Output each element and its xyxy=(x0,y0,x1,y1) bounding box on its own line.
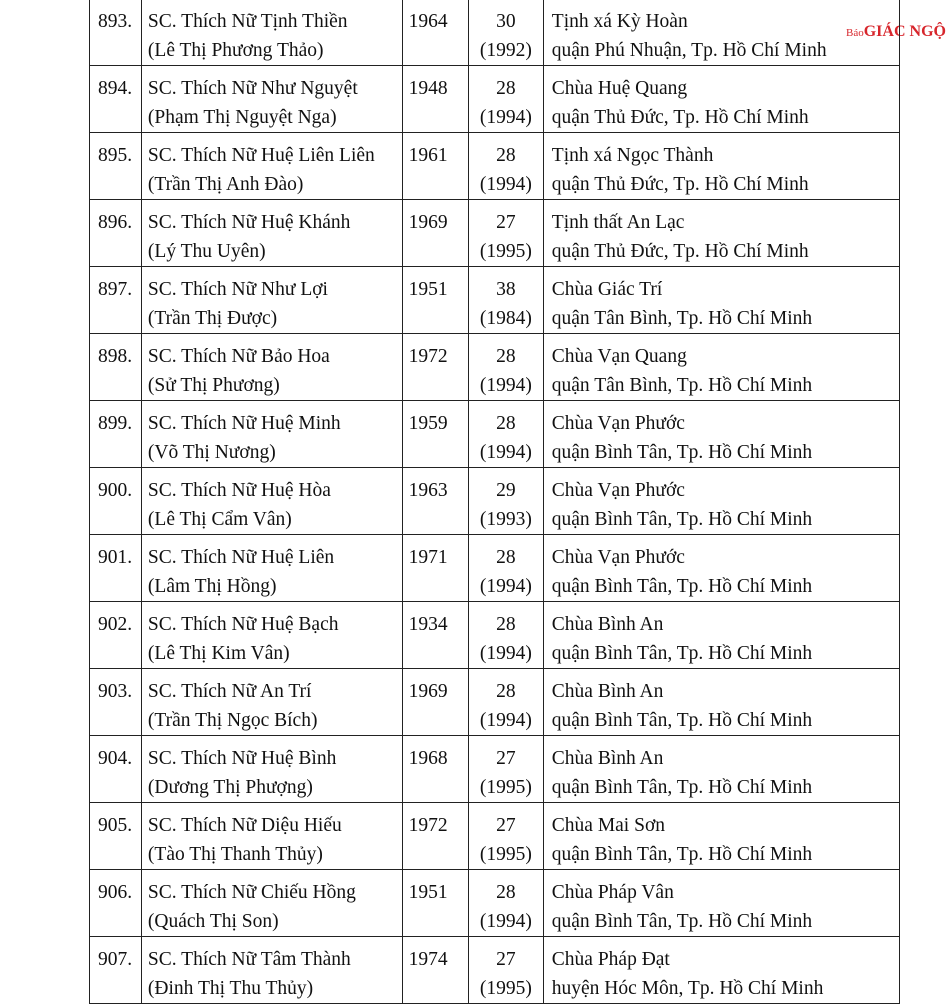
ordination-cell xyxy=(469,401,544,468)
ordination-year: (1994) xyxy=(479,911,532,932)
row-number-cell xyxy=(90,803,142,870)
temple-district: quận Bình Tân, Tp. Hồ Chí Minh xyxy=(551,643,813,664)
table-row xyxy=(90,602,900,669)
table-row xyxy=(90,870,900,937)
ordination-cell xyxy=(469,66,544,133)
ordination-cell xyxy=(469,870,544,937)
temple-cell xyxy=(543,0,899,66)
temple-name: Chùa Pháp Đạt xyxy=(551,949,670,970)
table-row xyxy=(90,736,900,803)
temple-name: Tịnh thất An Lạc xyxy=(551,212,685,233)
ordination-year: (1995) xyxy=(479,844,532,865)
temple-cell xyxy=(543,66,899,133)
monastic-age: 28 xyxy=(496,681,516,702)
birth-year: 1934 xyxy=(408,614,448,635)
temple-name: Chùa Pháp Vân xyxy=(551,882,674,903)
temple-cell xyxy=(543,736,899,803)
row-number: 900. xyxy=(98,480,133,501)
table-row xyxy=(90,66,900,133)
monastic-age: 30 xyxy=(496,11,516,32)
birth-year: 1969 xyxy=(408,681,448,702)
ordination-cell xyxy=(469,803,544,870)
dharma-name: SC. Thích Nữ Diệu Hiếu xyxy=(147,815,342,836)
temple-name: Chùa Bình An xyxy=(551,681,664,702)
temple-district: quận Tân Bình, Tp. Hồ Chí Minh xyxy=(551,375,813,396)
row-number: 906. xyxy=(98,882,133,903)
ordination-cell xyxy=(469,535,544,602)
dharma-name: SC. Thích Nữ Như Lợi xyxy=(147,279,328,300)
monastic-age: 27 xyxy=(496,815,516,836)
temple-district: quận Bình Tân, Tp. Hồ Chí Minh xyxy=(551,442,813,463)
temple-cell xyxy=(543,334,899,401)
ordination-year: (1994) xyxy=(479,375,532,396)
temple-name: Chùa Mai Sơn xyxy=(551,815,666,836)
ordination-year: (1994) xyxy=(479,174,532,195)
monastic-age: 27 xyxy=(496,748,516,769)
row-number-cell xyxy=(90,669,142,736)
monastic-age: 27 xyxy=(496,949,516,970)
dharma-name: SC. Thích Nữ Tâm Thành xyxy=(147,949,351,970)
temple-name: Chùa Vạn Quang xyxy=(551,346,687,367)
temple-district: huyện Hóc Môn, Tp. Hồ Chí Minh xyxy=(551,978,824,999)
secular-name: (Phạm Thị Nguyệt Nga) xyxy=(147,107,337,128)
ordination-cell xyxy=(469,937,544,1004)
birth-year-cell xyxy=(402,870,468,937)
birth-year: 1964 xyxy=(408,11,448,32)
temple-district: quận Bình Tân, Tp. Hồ Chí Minh xyxy=(551,576,813,597)
secular-name: (Trần Thị Ngọc Bích) xyxy=(147,710,318,731)
table-row xyxy=(90,0,900,66)
row-number-cell xyxy=(90,267,142,334)
table-row xyxy=(90,535,900,602)
birth-year: 1969 xyxy=(408,212,448,233)
row-number: 907. xyxy=(98,949,133,970)
monastic-age: 28 xyxy=(496,78,516,99)
birth-year-cell xyxy=(402,937,468,1004)
birth-year-cell xyxy=(402,133,468,200)
table-row xyxy=(90,334,900,401)
ordination-year: (1993) xyxy=(479,509,532,530)
name-cell xyxy=(141,736,402,803)
birth-year: 1948 xyxy=(408,78,448,99)
monastic-age: 28 xyxy=(496,145,516,166)
temple-district: quận Phú Nhuận, Tp. Hồ Chí Minh xyxy=(551,40,827,61)
name-cell xyxy=(141,468,402,535)
ordination-cell xyxy=(469,334,544,401)
temple-district: quận Bình Tân, Tp. Hồ Chí Minh xyxy=(551,844,813,865)
monastic-age: 38 xyxy=(496,279,516,300)
table-row xyxy=(90,468,900,535)
secular-name: (Dương Thị Phượng) xyxy=(147,777,313,798)
temple-name: Tịnh xá Kỳ Hoàn xyxy=(551,11,688,32)
dharma-name: SC. Thích Nữ Bảo Hoa xyxy=(147,346,330,367)
dharma-name: SC. Thích Nữ Tịnh Thiền xyxy=(147,11,348,32)
temple-district: quận Tân Bình, Tp. Hồ Chí Minh xyxy=(551,308,813,329)
temple-cell xyxy=(543,468,899,535)
ordination-year: (1994) xyxy=(479,710,532,731)
row-number-cell xyxy=(90,0,142,66)
row-number-cell xyxy=(90,602,142,669)
birth-year-cell xyxy=(402,334,468,401)
name-cell xyxy=(141,535,402,602)
ordination-cell xyxy=(469,468,544,535)
row-number-cell xyxy=(90,334,142,401)
birth-year: 1961 xyxy=(408,145,448,166)
secular-name: (Lý Thu Uyên) xyxy=(147,241,266,262)
row-number: 903. xyxy=(98,681,133,702)
row-number: 898. xyxy=(98,346,133,367)
temple-name: Chùa Vạn Phước xyxy=(551,480,685,501)
secular-name: (Trần Thị Được) xyxy=(147,308,278,329)
birth-year-cell xyxy=(402,267,468,334)
ordination-cell xyxy=(469,669,544,736)
birth-year-cell xyxy=(402,66,468,133)
birth-year-cell xyxy=(402,803,468,870)
secular-name: (Lê Thị Cẩm Vân) xyxy=(147,509,292,530)
table-row xyxy=(90,803,900,870)
dharma-name: SC. Thích Nữ Huệ Bạch xyxy=(147,614,339,635)
temple-cell xyxy=(543,401,899,468)
watermark-brand: GIÁC NGỘ xyxy=(863,23,946,40)
dharma-name: SC. Thích Nữ Huệ Minh xyxy=(147,413,341,434)
table-row xyxy=(90,267,900,334)
row-number-cell xyxy=(90,133,142,200)
temple-cell xyxy=(543,535,899,602)
temple-cell xyxy=(543,602,899,669)
row-number-cell xyxy=(90,66,142,133)
birth-year: 1971 xyxy=(408,547,448,568)
birth-year-cell xyxy=(402,468,468,535)
name-cell xyxy=(141,937,402,1004)
row-number: 899. xyxy=(98,413,133,434)
table-row xyxy=(90,200,900,267)
temple-cell xyxy=(543,200,899,267)
secular-name: (Trần Thị Anh Đào) xyxy=(147,174,304,195)
ordination-cell xyxy=(469,267,544,334)
secular-name: (Lâm Thị Hồng) xyxy=(147,576,277,597)
name-cell xyxy=(141,401,402,468)
nun-list-table xyxy=(89,0,900,1004)
row-number-cell xyxy=(90,736,142,803)
name-cell xyxy=(141,200,402,267)
temple-name: Chùa Bình An xyxy=(551,748,664,769)
dharma-name: SC. Thích Nữ An Trí xyxy=(147,681,312,702)
name-cell xyxy=(141,133,402,200)
birth-year-cell xyxy=(402,401,468,468)
birth-year: 1951 xyxy=(408,882,448,903)
monastic-age: 28 xyxy=(496,346,516,367)
temple-district: quận Bình Tân, Tp. Hồ Chí Minh xyxy=(551,509,813,530)
row-number-cell xyxy=(90,937,142,1004)
row-number: 896. xyxy=(98,212,133,233)
row-number: 904. xyxy=(98,748,133,769)
monastic-age: 27 xyxy=(496,212,516,233)
temple-district: quận Bình Tân, Tp. Hồ Chí Minh xyxy=(551,911,813,932)
name-cell xyxy=(141,0,402,66)
birth-year: 1959 xyxy=(408,413,448,434)
ordination-year: (1994) xyxy=(479,576,532,597)
monastic-age: 29 xyxy=(496,480,516,501)
birth-year: 1951 xyxy=(408,279,448,300)
table-body xyxy=(90,0,900,1004)
row-number: 894. xyxy=(98,78,133,99)
birth-year: 1963 xyxy=(408,480,448,501)
ordination-cell xyxy=(469,200,544,267)
temple-district: quận Thủ Đức, Tp. Hồ Chí Minh xyxy=(551,107,809,128)
temple-cell xyxy=(543,803,899,870)
name-cell xyxy=(141,267,402,334)
dharma-name: SC. Thích Nữ Huệ Hòa xyxy=(147,480,331,501)
ordination-year: (1992) xyxy=(479,40,532,61)
row-number-cell xyxy=(90,535,142,602)
secular-name: (Đinh Thị Thu Thủy) xyxy=(147,978,314,999)
row-number-cell xyxy=(90,870,142,937)
row-number: 895. xyxy=(98,145,133,166)
table-row xyxy=(90,937,900,1004)
temple-district: quận Thủ Đức, Tp. Hồ Chí Minh xyxy=(551,174,809,195)
temple-name: Chùa Vạn Phước xyxy=(551,413,685,434)
ordination-year: (1994) xyxy=(479,643,532,664)
temple-name: Chùa Vạn Phước xyxy=(551,547,685,568)
temple-cell xyxy=(543,870,899,937)
secular-name: (Tào Thị Thanh Thủy) xyxy=(147,844,323,865)
birth-year-cell xyxy=(402,200,468,267)
ordination-cell xyxy=(469,736,544,803)
birth-year-cell xyxy=(402,0,468,66)
temple-name: Chùa Bình An xyxy=(551,614,664,635)
name-cell xyxy=(141,602,402,669)
row-number: 893. xyxy=(98,11,133,32)
ordination-year: (1994) xyxy=(479,107,532,128)
ordination-cell xyxy=(469,133,544,200)
ordination-year: (1994) xyxy=(479,442,532,463)
ordination-year: (1995) xyxy=(479,241,532,262)
monastic-age: 28 xyxy=(496,547,516,568)
dharma-name: SC. Thích Nữ Như Nguyệt xyxy=(147,78,358,99)
temple-district: quận Bình Tân, Tp. Hồ Chí Minh xyxy=(551,777,813,798)
ordination-year: (1995) xyxy=(479,978,532,999)
birth-year-cell xyxy=(402,602,468,669)
secular-name: (Lê Thị Kim Vân) xyxy=(147,643,290,664)
table-row xyxy=(90,401,900,468)
birth-year: 1974 xyxy=(408,949,448,970)
row-number: 902. xyxy=(98,614,133,635)
ordination-cell xyxy=(469,0,544,66)
secular-name: (Võ Thị Nương) xyxy=(147,442,276,463)
table-row xyxy=(90,669,900,736)
temple-district: quận Bình Tân, Tp. Hồ Chí Minh xyxy=(551,710,813,731)
row-number-cell xyxy=(90,200,142,267)
name-cell xyxy=(141,803,402,870)
row-number-cell xyxy=(90,401,142,468)
birth-year: 1968 xyxy=(408,748,448,769)
temple-name: Chùa Giác Trí xyxy=(551,279,663,300)
secular-name: (Quách Thị Son) xyxy=(147,911,279,932)
row-number: 905. xyxy=(98,815,133,836)
name-cell xyxy=(141,334,402,401)
row-number: 897. xyxy=(98,279,133,300)
birth-year-cell xyxy=(402,535,468,602)
secular-name: (Sử Thị Phương) xyxy=(147,375,280,396)
dharma-name: SC. Thích Nữ Huệ Khánh xyxy=(147,212,351,233)
dharma-name: SC. Thích Nữ Huệ Bình xyxy=(147,748,337,769)
ordination-cell xyxy=(469,602,544,669)
temple-cell xyxy=(543,937,899,1004)
name-cell xyxy=(141,66,402,133)
birth-year: 1972 xyxy=(408,815,448,836)
monastic-age: 28 xyxy=(496,882,516,903)
temple-name: Tịnh xá Ngọc Thành xyxy=(551,145,714,166)
row-number: 901. xyxy=(98,547,133,568)
monastic-age: 28 xyxy=(496,413,516,434)
name-cell xyxy=(141,669,402,736)
temple-cell xyxy=(543,133,899,200)
ordination-year: (1984) xyxy=(479,308,532,329)
watermark-prefix: Báo xyxy=(846,27,864,39)
temple-name: Chùa Huệ Quang xyxy=(551,78,688,99)
birth-year: 1972 xyxy=(408,346,448,367)
row-number-cell xyxy=(90,468,142,535)
monastic-age: 28 xyxy=(496,614,516,635)
ordination-year: (1995) xyxy=(479,777,532,798)
secular-name: (Lê Thị Phương Thảo) xyxy=(147,40,324,61)
dharma-name: SC. Thích Nữ Huệ Liên Liên xyxy=(147,145,375,166)
birth-year-cell xyxy=(402,669,468,736)
temple-cell xyxy=(543,267,899,334)
table-row xyxy=(90,133,900,200)
temple-cell xyxy=(543,669,899,736)
dharma-name: SC. Thích Nữ Chiếu Hồng xyxy=(147,882,356,903)
birth-year-cell xyxy=(402,736,468,803)
name-cell xyxy=(141,870,402,937)
temple-district: quận Thủ Đức, Tp. Hồ Chí Minh xyxy=(551,241,809,262)
dharma-name: SC. Thích Nữ Huệ Liên xyxy=(147,547,335,568)
